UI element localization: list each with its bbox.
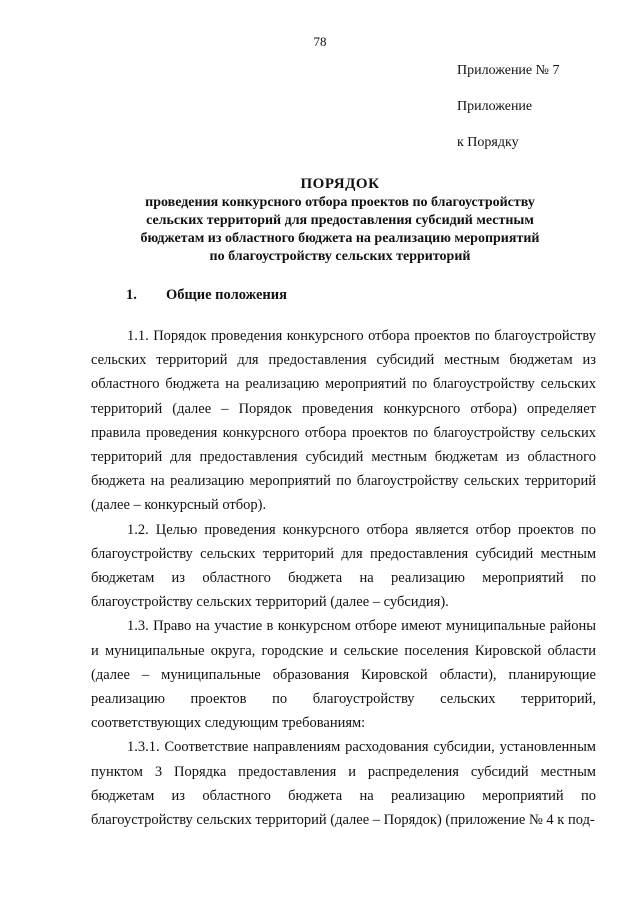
document-body [91,324,596,832]
appendix-block [457,62,560,170]
appendix-reference: к Порядку [457,135,519,150]
paragraph: 1.3. Право на участие в конкурсном отборе имеют муниципальные районы и муниципальные округа, городские и сельские поселения Кировской области (далее – муниципальные образования Кировской области), планирующие реализацию проектов по благоустройству сельских территорий, соответствующих следующим требованиям: [91,618,596,732]
section-title: Общие положения [166,287,287,303]
page-number: 78 [313,34,327,49]
title-line: по благоустройству сельских территорий [209,249,471,264]
title-line: бюджетам из областного бюджета на реализацию мероприятий [140,231,540,246]
appendix-number: Приложение № 7 [457,63,560,78]
document-title [70,174,610,266]
paragraph: 1.1. Порядок проведения конкурсного отбора проектов по благоустройству сельских территорий для предоставления субсидий местным бюджетам из областного бюджета на реализацию мероприятий по благоустройству сельских территорий (далее – Порядок проведения конкурсного отбора) определяет правила проведения конкурсного отбора проектов по благоустройству сельских территорий для предоставления субсидий местным бюджетам из областного бюджета на реализацию мероприятий по благоустройству сельских территорий (далее – конкурсный отбор). [91,328,596,514]
appendix-label: Приложение [457,99,533,114]
title-line: проведения конкурсного отбора проектов по благоустройству [145,195,535,210]
title-line: сельских территорий для предоставления субсидий местным [146,213,534,228]
title-main: ПОРЯДОК [300,176,380,192]
section-number: 1. [126,287,137,303]
paragraph: 1.2. Целью проведения конкурсного отбора является отбор проектов по благоустройству сельских территорий для предоставления субсидий местным бюджетам из областного бюджета на реализацию мероприятий по благоустройству сельских территорий (далее – субсидия). [91,521,596,611]
section-heading [126,287,287,304]
paragraph: 1.3.1. Соответствие направлениям расходования субсидии, установленным пунктом 3 Порядка предоставления и распределения субсидий местным бюджетам из областного бюджета на реализацию мероприятий по благоустройству сельских территорий (далее – Порядок) (приложение № 4 к под- [91,739,596,829]
